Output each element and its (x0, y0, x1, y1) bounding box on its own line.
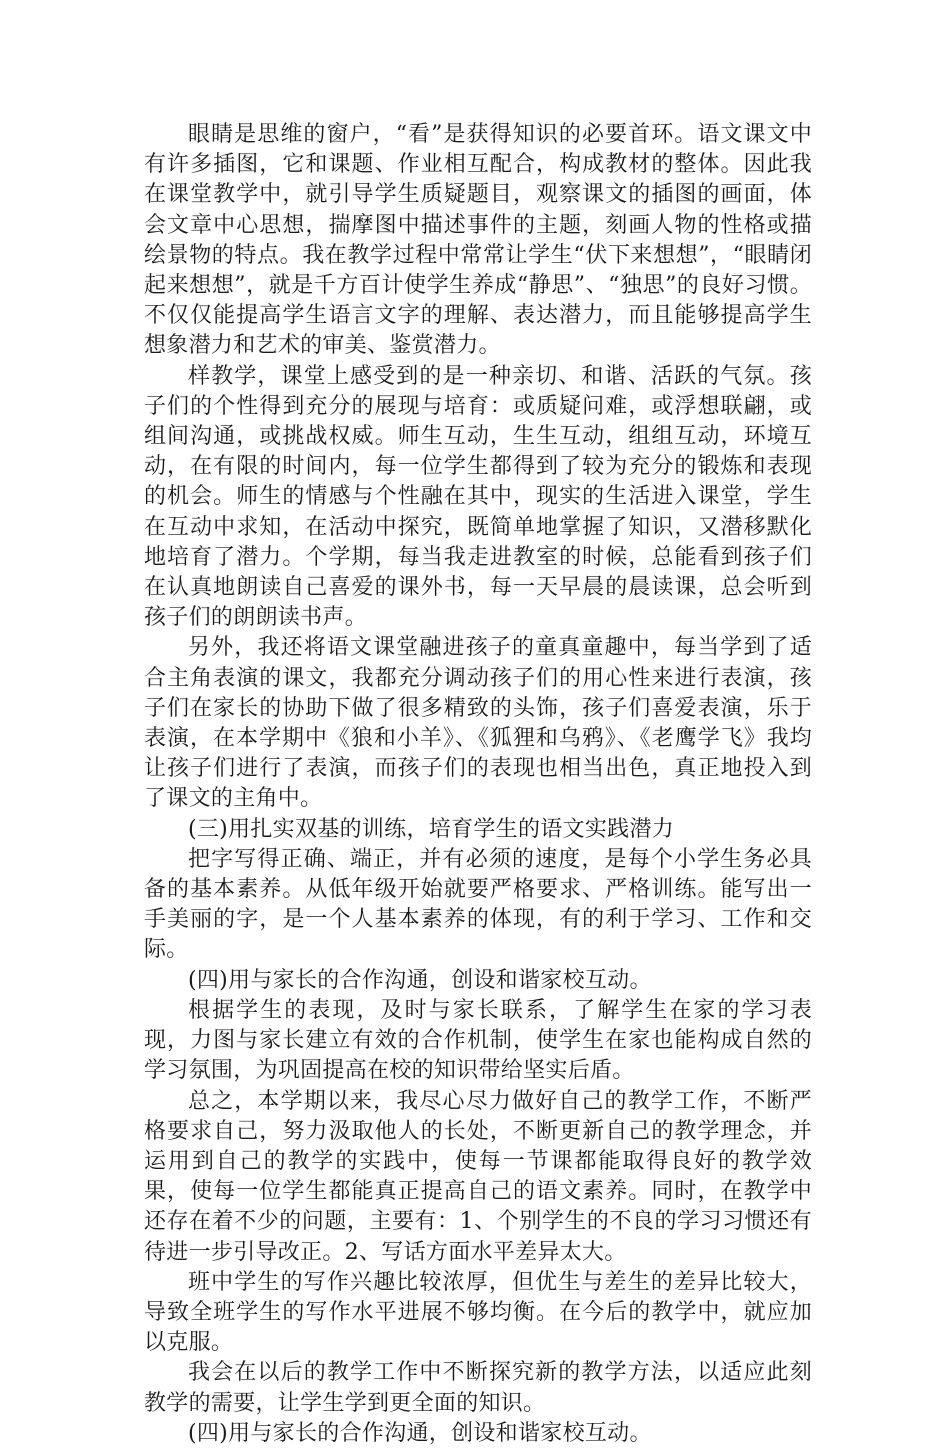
paragraph-observation: 眼睛是思维的窗户，“看”是获得知识的必要首环。语文课文中有许多插图，它和课题、作业相互配合，构成教材的整体。因此我在课堂教学中，就引导学生质疑题目，观察课文的插图的画面，体会文章中心思想，揣摩图中描述事件的主题，刻画人物的性格或描绘景物的特点。我在教学过程中常常让学生“伏下来想想”，“眼睛闭起来想想”，就是千方百计使学生养成“静思”、“独思”的良好习惯。不仅仅能提高学生语言文字的理解、表达潜力，而且能够提高学生想象潜力和艺术的审美、鉴赏潜力。 (144, 122, 812, 359)
section-heading-4: (四)用与家长的合作沟通，创设和谐家校互动。 (188, 967, 652, 993)
paragraph-role-play: 另外，我还将语文课堂融进孩子的童真童趣中，每当学到了适合主角表演的课文，我都充分调动孩子们的用心性来进行表演，孩子们在家长的协助下做了很多精致的头饰，孩子们喜爱表演，乐于表演，在本学期中《狼和小羊》、《狐狸和乌鸦》、《老鹰学飞》我均让孩子们进行了表演，而孩子们的表现也相当出色，真正地投入到了课文的主角中。 (144, 635, 812, 812)
document-body (144, 120, 812, 1449)
paragraph-summary: 总之，本学期以来，我尽心尽力做好自己的教学工作，不断严格要求自己，努力汲取他人的长处，不断更新自己的教学理念，并运用到自己的教学的实践中，使每一节课都能取得良好的教学效果，使每一位学生都能真正提高自己的语文素养。同时，在教学中还存在着不少的问题，主要有：1、个别学生的不良的学习习惯还有待进一步引导改正。2、写话方面水平差异太大。 (144, 1088, 812, 1265)
paragraph-classroom-atmosphere: 样教学，课堂上感受到的是一种亲切、和谐、活跃的气氛。孩子们的个性得到充分的展现与培育：或质疑问难，或浮想联翩，或组间沟通，或挑战权威。师生互动，生生互动，组组互动，环境互动，在有限的时间内，每一位学生都得到了较为充分的锻炼和表现的机会。师生的情感与个性融在其中，现实的生活进入课堂，学生在互动中求知，在活动中探究，既简单地掌握了知识，又潜移默化地培育了潜力。个学期，每当我走进教室的时候，总能看到孩子们在认真地朗读自己喜爱的课外书，每一天早晨的晨读课，总会听到孩子们的朗朗读书声。 (144, 363, 812, 631)
section-heading-4-repeat: (四)用与家长的合作沟通，创设和谐家校互动。 (188, 1420, 652, 1446)
section-heading-3: (三)用扎实双基的训练，培育学生的语文实践潜力 (188, 816, 675, 842)
paragraph-parent-contact: 根据学生的表现，及时与家长联系，了解学生在家的学习表现，力图与家长建立有效的合作机制，使学生在家也能构成自然的学习氛围，为巩固提高在校的知识带给坚实后盾。 (144, 997, 812, 1084)
paragraph-future-plan: 我会在以后的教学工作中不断探究新的教学方法，以适应此刻教学的需要，让学生学到更全面的知识。 (144, 1360, 812, 1416)
paragraph-writing-interest: 班中学生的写作兴趣比较浓厚，但优生与差生的差异比较大，导致全班学生的写作水平进展不够均衡。在今后的教学中，就应加以克服。 (144, 1269, 812, 1356)
paragraph-handwriting: 把字写得正确、端正，并有必须的速度，是每个小学生务必具备的基本素养。从低年级开始就要严格要求、严格训练。能写出一手美丽的字，是一个人基本素养的体现，有的利于学习、工作和交际。 (144, 846, 812, 963)
